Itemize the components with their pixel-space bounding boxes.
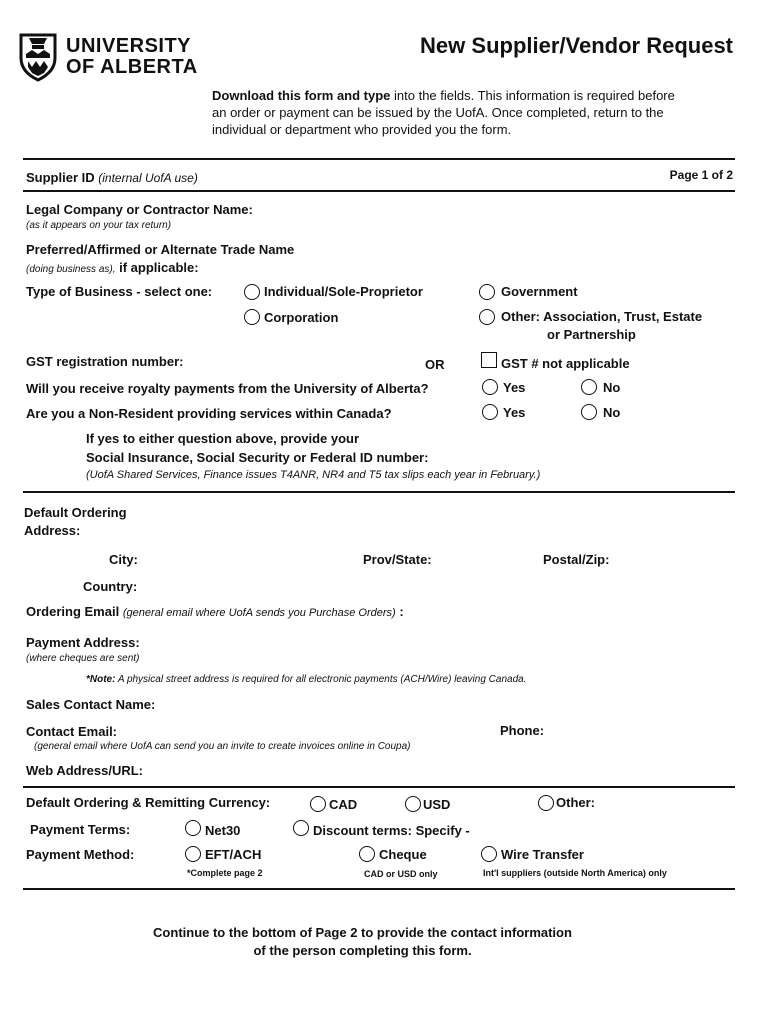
terms-discount-radio[interactable] (293, 820, 309, 836)
currency-usd-radio[interactable] (405, 796, 421, 812)
method-eft-radio[interactable] (185, 846, 201, 862)
trade-name-row (26, 260, 199, 275)
divider (23, 786, 735, 788)
prov-label: Prov/State: (363, 552, 432, 567)
intro-bold: Download this form and type (212, 88, 391, 103)
id-number-prompt-1: If yes to either question above, provide your (86, 431, 360, 446)
city-label: City: (109, 552, 138, 567)
payment-address-label: Payment Address: (26, 635, 140, 650)
payment-warning (86, 674, 526, 685)
supplier-id-note: (internal UofA use) (98, 171, 198, 185)
currency-other-radio[interactable] (538, 795, 554, 811)
nonresident-no-radio[interactable] (581, 404, 597, 420)
method-wire-radio[interactable] (481, 846, 497, 862)
footer-line2: of the person completing this form. (253, 943, 472, 958)
business-individual-label: Individual/Sole-Proprietor (264, 284, 423, 299)
payment-address-note: (where cheques are sent) (26, 653, 140, 664)
ordering-email-row (26, 604, 404, 619)
business-type-label: Type of Business - select one: (26, 284, 213, 299)
legal-name-label: Legal Company or Contractor Name: (26, 202, 253, 217)
contact-email-note: (general email where UofA can send you an invite to create invoices online in Coupa) (34, 741, 411, 752)
id-number-prompt-2: Social Insurance, Social Security or Federal ID number: (86, 450, 429, 465)
postal-label: Postal/Zip: (543, 552, 610, 567)
royalty-question: Will you receive royalty payments from the University of Alberta? (26, 381, 429, 396)
business-corporation-label: Corporation (264, 310, 339, 325)
web-address-label: Web Address/URL: (26, 763, 144, 778)
default-address-label-1: Default Ordering (24, 505, 127, 520)
crest-icon (18, 32, 58, 82)
nonresident-no-label: No (603, 405, 621, 420)
business-other-label: Other: Association, Trust, Estate (501, 309, 703, 324)
legal-name-note: (as it appears on your tax return) (26, 220, 172, 231)
trade-name-suffix: if applicable: (115, 260, 199, 275)
intro-line3: individual or department who provided you the form. (212, 122, 512, 137)
ordering-email-colon: : (399, 604, 404, 619)
royalty-yes-radio[interactable] (482, 379, 498, 395)
payment-warning-bold: *Note: (86, 674, 116, 685)
method-cheque-label: Cheque (379, 847, 427, 862)
payment-method-label: Payment Method: (26, 847, 135, 862)
divider (23, 491, 735, 493)
currency-cad-radio[interactable] (310, 796, 326, 812)
method-eft-note: *Complete page 2 (187, 868, 263, 878)
method-wire-label: Wire Transfer (501, 847, 584, 862)
payment-warning-text: A physical street address is required for all electronic payments (ACH/Wire) leaving Canada. (115, 674, 527, 685)
logo-text-line2: OF ALBERTA (66, 56, 198, 78)
intro-line2: an order or payment can be issued by the UofA. Once completed, return to the (212, 105, 664, 120)
intro-line1 (212, 88, 675, 103)
currency-usd-label: USD (423, 797, 451, 812)
supplier-id-label: Supplier ID (26, 170, 95, 185)
default-address-label-2: Address: (24, 523, 81, 538)
terms-discount-label: Discount terms: Specify - (313, 823, 470, 838)
page-number: Page 1 of 2 (669, 168, 733, 182)
royalty-yes-label: Yes (503, 380, 526, 395)
terms-net30-radio[interactable] (185, 820, 201, 836)
method-cheque-radio[interactable] (359, 846, 375, 862)
business-government-radio[interactable] (479, 284, 495, 300)
business-other-radio[interactable] (479, 309, 495, 325)
royalty-no-radio[interactable] (581, 379, 597, 395)
divider (23, 190, 735, 192)
royalty-no-label: No (603, 380, 621, 395)
business-government-label: Government (501, 284, 578, 299)
trade-name-label: Preferred/Affirmed or Alternate Trade Name (26, 242, 295, 257)
gst-not-applicable-checkbox[interactable] (481, 352, 497, 368)
currency-label: Default Ordering & Remitting Currency: (26, 795, 271, 810)
sales-contact-label: Sales Contact Name: (26, 697, 156, 712)
supplier-id-row (26, 170, 198, 185)
gst-not-applicable-label: GST # not applicable (501, 356, 630, 371)
nonresident-yes-radio[interactable] (482, 404, 498, 420)
ordering-email-note: (general email where UofA sends you Purchase Orders) (122, 607, 396, 619)
intro-rest: into the fields. This information is required before (390, 88, 675, 103)
method-wire-note: Int'l suppliers (outside North America) only (483, 868, 667, 878)
gst-or: OR (425, 357, 445, 372)
currency-cad-label: CAD (329, 797, 358, 812)
logo-text-line1: UNIVERSITY (66, 35, 192, 57)
trade-name-note: (doing business as), (26, 264, 116, 275)
divider (23, 888, 735, 890)
terms-net30-label: Net30 (205, 823, 241, 838)
method-eft-label: EFT/ACH (205, 847, 262, 862)
business-corporation-radio[interactable] (244, 309, 260, 325)
nonresident-yes-label: Yes (503, 405, 526, 420)
phone-label: Phone: (500, 723, 545, 738)
business-other-label-2: or Partnership (547, 327, 636, 342)
business-individual-radio[interactable] (244, 284, 260, 300)
payment-terms-label: Payment Terms: (30, 822, 131, 837)
currency-other-label: Other: (556, 795, 595, 810)
gst-label: GST registration number: (26, 354, 184, 369)
method-cheque-note: CAD or USD only (364, 869, 438, 879)
contact-email-label: Contact Email: (26, 724, 118, 739)
country-label: Country: (83, 579, 138, 594)
form-title: New Supplier/Vendor Request (420, 33, 733, 58)
ordering-email-label: Ordering Email (26, 604, 120, 619)
nonresident-question: Are you a Non-Resident providing services within Canada? (26, 406, 392, 421)
tax-slip-note: (UofA Shared Services, Finance issues T4ANR, NR4 and T5 tax slips each year in February.) (86, 469, 541, 481)
footer-line1: Continue to the bottom of Page 2 to provide the contact information (153, 925, 572, 940)
divider (23, 158, 735, 160)
